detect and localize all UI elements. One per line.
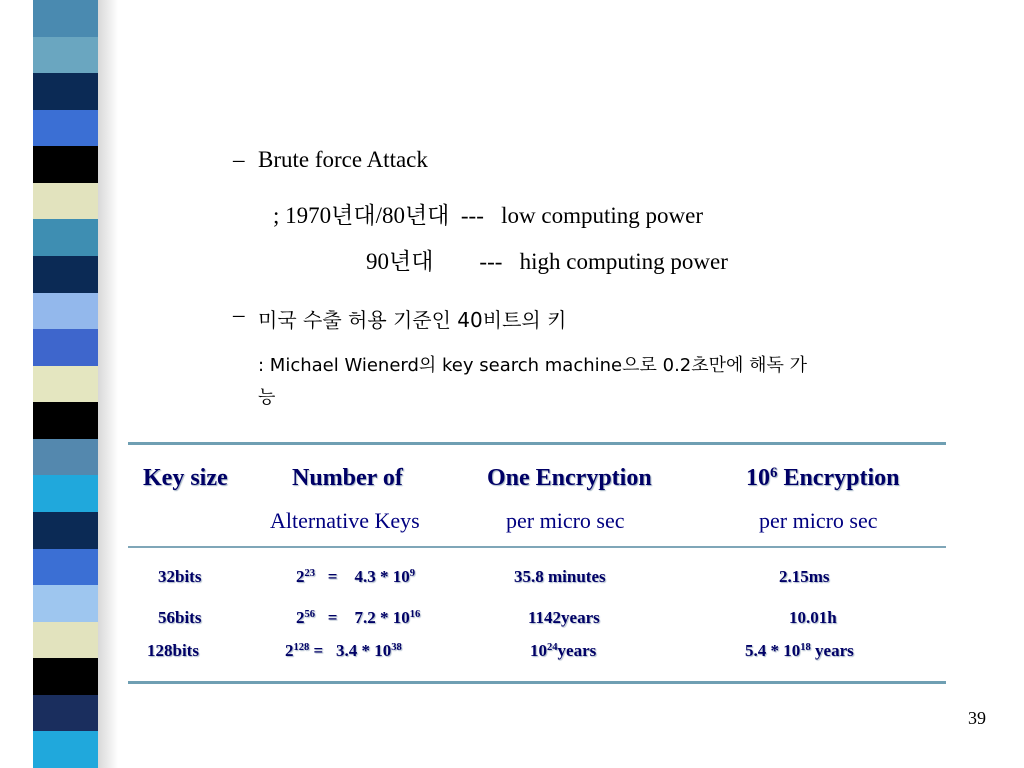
row-32-million-encryption: 2.15ms xyxy=(779,567,830,586)
header-key-size: Key size xyxy=(143,465,228,491)
row-56-one-encryption: 1142years xyxy=(528,608,600,627)
stripe-block xyxy=(33,475,98,512)
row-128-one-encryption: $10^{24}years$ xyxy=(530,641,597,660)
stripe-block xyxy=(33,329,98,366)
stripe-block xyxy=(33,731,98,768)
stripe-block xyxy=(33,110,98,147)
header-one-encryption: One Encryption xyxy=(487,465,652,491)
stripe-block xyxy=(33,658,98,695)
stripe-block xyxy=(33,219,98,256)
bullet-dash: – xyxy=(233,302,245,327)
table-top-rule xyxy=(128,442,946,445)
row-56-alternative-keys: $2^{56}$ = $7.2 * 10^{16}$ xyxy=(296,608,421,627)
stripe-shadow xyxy=(98,0,118,768)
stripe-block xyxy=(33,512,98,549)
stripe-block xyxy=(33,73,98,110)
wiener-line: : Michael Wienerd의 key search machine으로 0.2초만에 해독 가 xyxy=(258,355,808,376)
stripe-block xyxy=(33,549,98,586)
brute-force-heading: Brute force Attack xyxy=(258,147,428,172)
line-1970-80: ; 1970년대/80년대 --- low computing power xyxy=(273,203,703,228)
row-128-alternative-keys: $2^{128} = 3.4 * 10^{38}$ xyxy=(285,641,402,660)
stripe-block xyxy=(33,183,98,220)
wiener-line-cont: 능 xyxy=(258,387,276,408)
table-header-rule xyxy=(128,546,946,548)
decorative-stripe-bar xyxy=(33,0,98,768)
stripe-block xyxy=(33,146,98,183)
stripe-block xyxy=(33,293,98,330)
row-128-key-size: 128bits xyxy=(147,641,199,660)
stripe-block xyxy=(33,0,98,37)
row-56-key-size: 56bits xyxy=(158,608,202,627)
row-56-million-encryption: 10.01h xyxy=(789,608,837,627)
header-million-encryption-unit: per micro sec xyxy=(759,508,878,533)
stripe-block xyxy=(33,366,98,403)
header-million-encryption: $10^6$ Encryption xyxy=(746,464,900,491)
bullet-dash: – xyxy=(233,147,245,172)
table-bottom-rule xyxy=(128,681,946,684)
stripe-block xyxy=(33,37,98,74)
export-limit-heading: 미국 수출 허용 기준인 40비트의 키 xyxy=(258,308,567,332)
row-32-one-encryption: 35.8 minutes xyxy=(514,567,606,586)
stripe-block xyxy=(33,439,98,476)
stripe-block xyxy=(33,256,98,293)
header-number-of: Number of xyxy=(292,465,403,491)
header-alternative-keys: Alternative Keys xyxy=(270,508,420,533)
row-128-million-encryption: $5.4 * 10^{18}$ years xyxy=(745,641,854,660)
stripe-block xyxy=(33,402,98,439)
stripe-block xyxy=(33,585,98,622)
stripe-block xyxy=(33,622,98,659)
header-one-encryption-unit: per micro sec xyxy=(506,508,625,533)
stripe-block xyxy=(33,695,98,732)
row-32-key-size: 32bits xyxy=(158,567,202,586)
page-number: 39 xyxy=(968,708,986,728)
row-32-alternative-keys: $2^{23}$ = $4.3 * 10^9$ xyxy=(296,567,415,586)
line-90: 90년대 --- high computing power xyxy=(366,249,728,274)
